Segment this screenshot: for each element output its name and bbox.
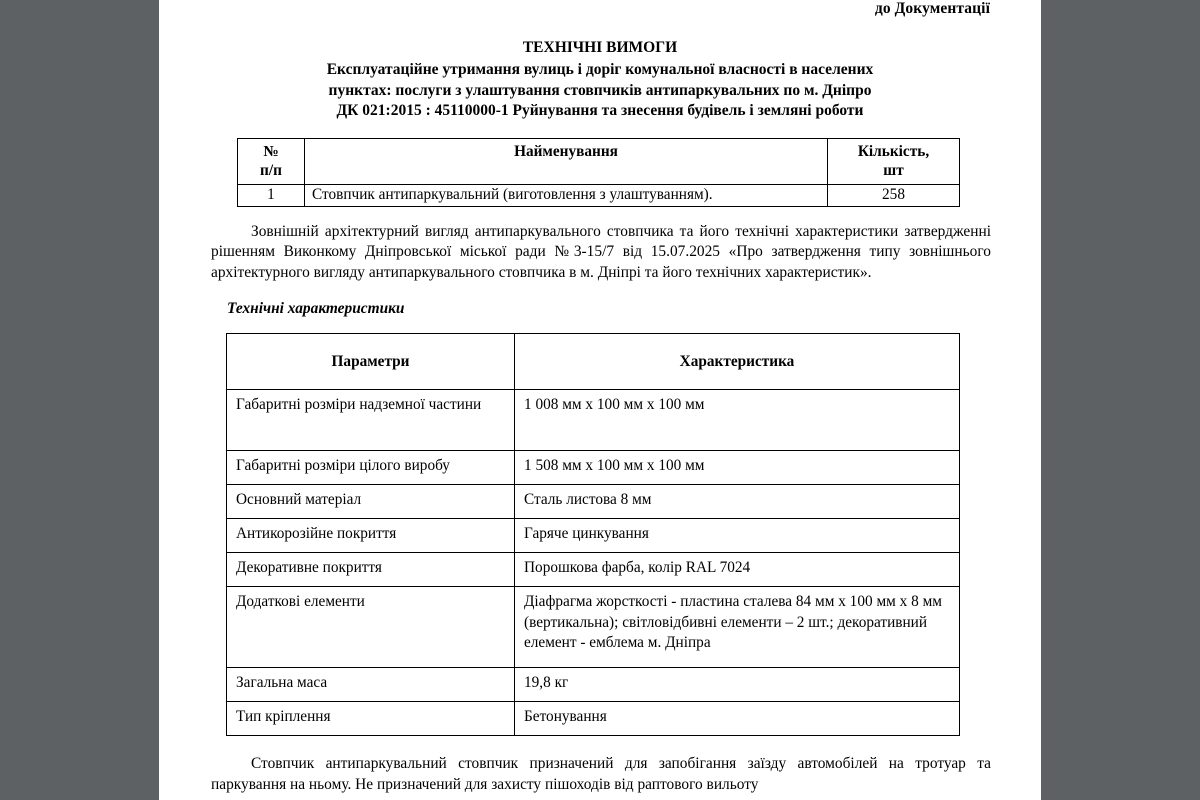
cell-item-name: Стовпчик антипаркувальний (виготовлення з улаштуванням). [305,184,828,206]
page-title: ТЕХНІЧНІ ВИМОГИ [522,38,678,56]
cell-item-quantity: 258 [828,184,960,206]
subtitle-line-1: Експлуатаційне утримання вулиць і доріг комунальної власності в населених [326,61,874,78]
column-header-number [238,138,305,184]
cell-parameter: Габаритні розміри цілого виробу [227,451,515,485]
purpose-paragraph: Стовпчик антипаркувальний стовпчик призначений для запобігання заїзду автомобілей на тротуар та паркування на ньому. Не призначений для захисту пішоходів від раптового вильоту [211,755,991,793]
cell-characteristic: Діафрагма жорсткості - пластина сталева 84 мм х 100 мм х 8 мм (вертикальна); світловідбивні елементи – 2 шт.; декоративний елемент - емблема м. Дніпра [515,587,960,668]
cell-characteristic: 19,8 кг [515,668,960,702]
cell-characteristic: 1 508 мм х 100 мм х 100 мм [515,451,960,485]
table-row [238,184,960,206]
subtitle-line-3: ДК 021:2015 : 45110000-1 Руйнування та знесення будівель і земляні роботи [336,102,864,119]
table-row [227,485,960,519]
cell-parameter: Загальна маса [227,668,515,702]
cell-parameter: Антикорозійне покриття [227,519,515,553]
column-header-name: Найменування [305,138,828,184]
column-header-quantity-line2: шт [883,161,904,179]
column-header-quantity [828,138,960,184]
specifications-table [226,333,960,736]
subtitle-line-2: пунктах: послуги з улаштування стовпчиків антипаркувальних по м. Дніпро [328,81,872,99]
cell-characteristic: Сталь листова 8 мм [515,485,960,519]
cell-characteristic: Гаряче цинкування [515,519,960,553]
document-header-note: до Документації [874,0,990,17]
cell-parameter: Тип кріплення [227,702,515,736]
column-header-quantity-line1: Кількість, [857,142,930,160]
page-content [159,0,1041,795]
table-header-row [227,334,960,390]
table-row [227,702,960,736]
table-row [227,587,960,668]
table-row [227,553,960,587]
approval-paragraph: Зовнішній архітектурний вигляд антипаркувального стовпчика та його технічні характеристики затвердженні рішенням Виконкому Дніпровської міської ради №3-15/7 від 15.07.2025 «Про затвердження типу зовнішнього архітектурного вигляду антипаркувального стовпчика в м. Дніпрі та його технічних характеристик». [211,222,991,281]
cell-characteristic: 1 008 мм х 100 мм х 100 мм [515,390,960,451]
cell-parameter: Основний матеріал [227,485,515,519]
specs-heading: Технічні характеристики [227,300,405,317]
table-row [227,519,960,553]
items-table [237,138,960,207]
table-row [227,668,960,702]
table-row [227,390,960,451]
cell-characteristic: Порошкова фарба, колір RAL 7024 [515,553,960,587]
column-header-number-line2: п/п [260,161,282,179]
column-header-parameter: Параметри [227,334,515,390]
table-header-row [238,138,960,184]
cell-characteristic: Бетонування [515,702,960,736]
cell-parameter: Декоративне покриття [227,553,515,587]
column-header-characteristic: Характеристика [515,334,960,390]
cell-parameter: Додаткові елементи [227,587,515,668]
document-title-block [159,38,1041,122]
column-header-number-line1: № [263,142,279,160]
cell-parameter: Габаритні розміри надземної частини [227,390,515,451]
cell-item-number: 1 [238,184,305,206]
document-page [159,0,1041,800]
table-row [227,451,960,485]
